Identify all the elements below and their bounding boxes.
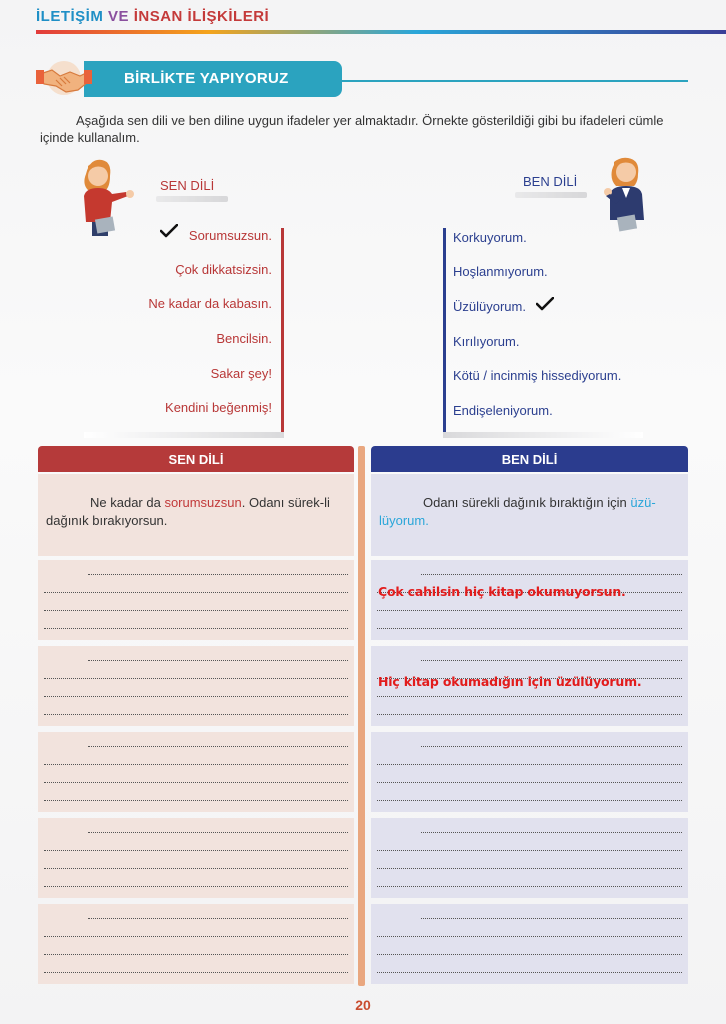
dotted-answer-line: [377, 972, 682, 973]
handshake-icon: [36, 60, 92, 96]
column-divider: [358, 446, 365, 986]
dotted-answer-line: [44, 610, 348, 611]
ben-dili-list: [443, 224, 643, 430]
list-item: Kırılıyorum.: [453, 334, 520, 349]
dotted-answer-line: [44, 592, 348, 593]
dotted-answer-line: [377, 850, 682, 851]
dotted-answer-line: [377, 696, 682, 697]
dotted-answer-line: [421, 746, 682, 747]
list-shadow: [443, 432, 643, 438]
book-title-part-3: İNSAN İLİŞKİLERİ: [133, 8, 270, 25]
dotted-answer-line: [421, 918, 682, 919]
dotted-answer-line: [88, 746, 348, 747]
dotted-answer-line: [88, 832, 348, 833]
dotted-answer-line: [377, 886, 682, 887]
example-highlight: sorumsuzsun: [164, 495, 242, 510]
instruction-text: Aşağıda sen dili ve ben diline uygun ifadeler yer almaktadır. Örnekte gösterildiği gibi bu ifadeleri cümle içinde kullanalım.: [40, 113, 664, 145]
dotted-answer-line: [377, 868, 682, 869]
list-item: Kötü / incinmiş hissediyorum.: [453, 368, 622, 383]
sen-label-shadow: [156, 196, 228, 202]
sen-example-text: [46, 494, 346, 530]
dotted-answer-line: [44, 936, 348, 937]
dotted-answer-line: [44, 628, 348, 629]
dotted-answer-line: [44, 972, 348, 973]
dotted-answer-line: [44, 800, 348, 801]
checkmark-icon: [536, 297, 554, 311]
dotted-answer-line: [377, 764, 682, 765]
list-item: Hoşlanmıyorum.: [453, 264, 548, 279]
section-rule: [342, 80, 688, 82]
list-item: Sorumsuzsun.: [188, 228, 272, 243]
dotted-answer-line: [44, 850, 348, 851]
dotted-answer-line: [44, 764, 348, 765]
dotted-answer-line: [44, 868, 348, 869]
list-item: Ne kadar da kabasın.: [148, 296, 272, 311]
dotted-answer-line: [377, 628, 682, 629]
ben-dili-column-header: BEN DİLİ: [371, 446, 688, 472]
list-item: Bencilsin.: [216, 331, 272, 346]
dotted-answer-line: [44, 782, 348, 783]
example-text-part: . Odanı sürek-li dağınık bırakıyorsun.: [46, 495, 330, 528]
handwritten-answer-1: Çok cahilsin hiç kitap okumuyorsun.: [378, 584, 626, 599]
dotted-answer-line: [44, 714, 348, 715]
dotted-answer-line: [377, 714, 682, 715]
page-number: 20: [355, 997, 371, 1013]
list-item: Kendini beğenmiş!: [165, 400, 272, 415]
dotted-answer-line: [421, 660, 682, 661]
dotted-answer-line: [421, 574, 682, 575]
sen-dili-column-header: SEN DİLİ: [38, 446, 354, 472]
book-title-part-2: VE: [108, 8, 130, 25]
ben-example-cell: [371, 474, 688, 556]
dotted-answer-line: [44, 696, 348, 697]
sen-dili-label: SEN DİLİ: [160, 178, 215, 193]
sen-example-cell: [38, 474, 354, 556]
list-item: Çok dikkatsizsin.: [175, 262, 272, 277]
example-highlight: üzü-lüyorum.: [379, 495, 656, 528]
sen-dili-list: [84, 224, 284, 430]
checkmark-icon: [160, 224, 178, 238]
list-item: Sakar şey!: [210, 366, 272, 381]
dotted-answer-line: [44, 954, 348, 955]
title-gradient-bar: [36, 30, 726, 34]
ben-dili-label: BEN DİLİ: [523, 174, 578, 189]
ben-example-text: [379, 494, 679, 530]
ben-list-bar: [443, 228, 446, 432]
list-item: Üzülüyorum.: [453, 299, 526, 314]
section-title: BİRLİKTE YAPIYORUZ: [84, 61, 342, 97]
list-item: Endişeleniyorum.: [453, 403, 553, 418]
dotted-answer-line: [88, 918, 348, 919]
book-title-part-1: İLETİŞİM: [36, 8, 104, 25]
dotted-answer-line: [377, 782, 682, 783]
example-text-part: Ne kadar da: [90, 495, 165, 510]
list-shadow: [84, 432, 284, 438]
dotted-answer-line: [88, 660, 348, 661]
ben-label-shadow: [515, 192, 587, 198]
dotted-answer-line: [377, 610, 682, 611]
dotted-answer-line: [88, 574, 348, 575]
dotted-answer-line: [377, 936, 682, 937]
example-text-part: Odanı sürekli dağınık bıraktığın için: [423, 495, 631, 510]
list-item: Korkuyorum.: [453, 230, 527, 245]
dotted-answer-line: [421, 832, 682, 833]
book-title: [36, 8, 269, 25]
dotted-answer-line: [44, 886, 348, 887]
sen-list-bar: [281, 228, 284, 432]
dotted-answer-line: [377, 800, 682, 801]
handwritten-answer-2: Hiç kitap okumadığın için üzülüyorum.: [378, 674, 642, 689]
dotted-answer-line: [377, 954, 682, 955]
dotted-answer-line: [44, 678, 348, 679]
